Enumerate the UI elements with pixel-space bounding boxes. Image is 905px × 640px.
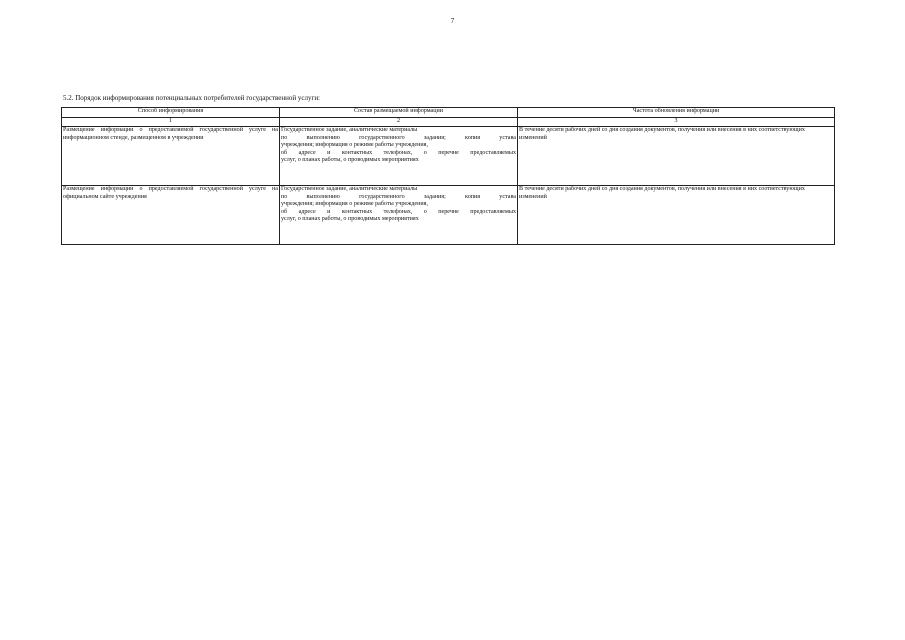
header-frequency: Частота обновления информации [518,108,835,118]
table-row [62,186,835,245]
content-line: услуг, о планах работы, о проводимых мероприятиях [281,216,419,223]
content-line: учреждения; информация о режиме работы учреждения, [281,201,428,208]
cell-content [280,186,518,245]
page-number: 7 [450,17,455,25]
content-line: Государственное задание, аналитические материалы [281,186,418,192]
cell-frequency: В течение десяти рабочих дней со дня создания документов, получения или внесения в них соответствующих изменений [518,127,835,186]
column-number-row [62,118,835,127]
cell-method: Размещение информации о предоставляемой государственной услуге на информационном стенде, размещенном в учреждении [62,127,280,186]
content-line: учреждения; информация о режиме работы учреждения, [281,142,428,149]
column-number-1: 1 [62,118,280,127]
information-table [61,107,835,245]
section-heading: 5.2. Порядок информирования потенциальных потребителей государственной услуги: [63,94,321,102]
table-row [62,127,835,186]
cell-method: Размещение информации о предоставляемой государственной услуге на официальном сайте учреждения [62,186,280,245]
header-content: Состав размещаемой информации [280,108,518,118]
content-line: по выполнению государственного задания; копия устава [281,193,516,200]
table-header-row [62,108,835,118]
header-method: Способ информирования [62,108,280,118]
content-line: об адресе и контактных телефонах, о перечне предоставляемых [281,208,516,215]
content-line: Государственное задание, аналитические материалы [281,127,418,133]
cell-frequency: В течение десяти рабочих дней со дня создания документов, получения или внесения в них соответствующих изменений [518,186,835,245]
content-line: услуг, о планах работы, о проводимых мероприятиях [281,157,419,164]
content-line: по выполнению государственного задания; копия устава [281,134,516,141]
cell-content [280,127,518,186]
content-line: об адресе и контактных телефонах, о перечне предоставляемых [281,149,516,156]
column-number-3: 3 [518,118,835,127]
column-number-2: 2 [280,118,518,127]
